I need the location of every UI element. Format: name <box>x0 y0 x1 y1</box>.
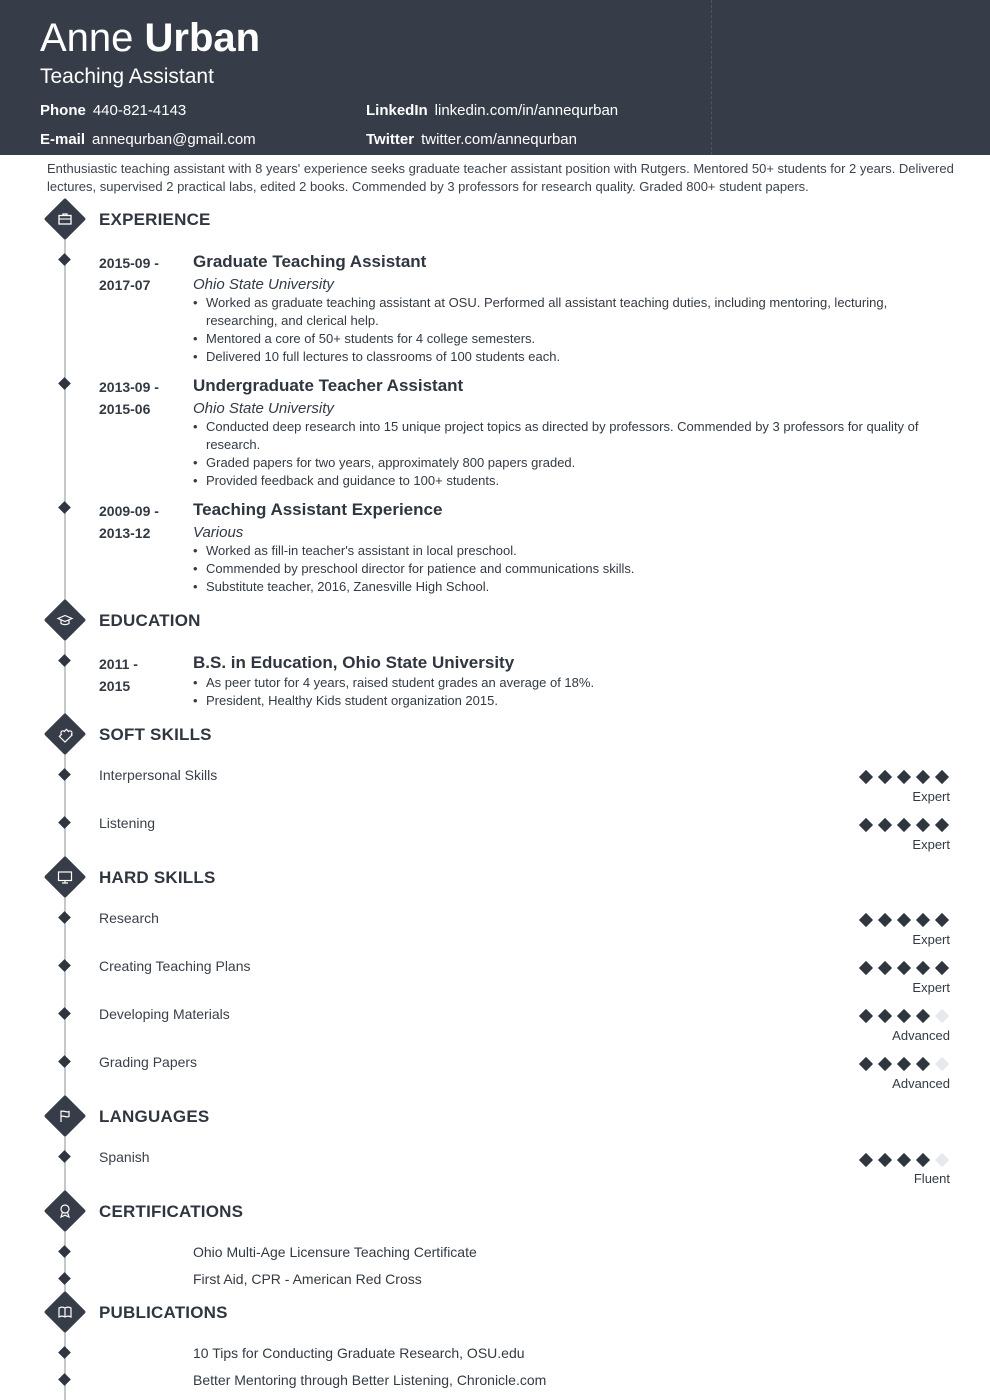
timeline-bullet <box>58 1272 71 1285</box>
twitter-value[interactable]: twitter.com/annequrban <box>421 131 577 148</box>
rating-diamond <box>897 1009 911 1023</box>
rating-diamond <box>878 961 892 975</box>
rating-diamond <box>859 913 873 927</box>
rating-diamond <box>878 1153 892 1167</box>
language-rating <box>858 1154 958 1168</box>
rating-diamond <box>859 1153 873 1167</box>
job-bullets <box>193 542 933 596</box>
degree-title: B.S. in Education, Ohio State University <box>193 653 515 672</box>
rating-diamond <box>878 1009 892 1023</box>
section-title-hard-skills: HARD SKILLS <box>99 868 216 887</box>
award-icon <box>50 1196 80 1226</box>
linkedin-label: LinkedIn <box>366 102 428 119</box>
job-title: Graduate Teaching Assistant <box>193 252 427 271</box>
job-dates: 2015-09 - 2017-07 <box>99 255 159 293</box>
rating-diamond <box>859 770 873 784</box>
job-dates: 2009-09 - 2013-12 <box>99 503 159 541</box>
contact-phone <box>40 101 186 121</box>
timeline-bullet <box>58 1346 71 1359</box>
briefcase-icon <box>50 204 80 234</box>
twitter-label: Twitter <box>366 131 415 148</box>
list-item: • Substitute teacher, 2016, Zanesville High School. <box>193 578 933 596</box>
company: Various <box>193 524 244 541</box>
skill-rating <box>858 771 958 785</box>
job-title: Teaching Assistant Experience <box>193 500 443 519</box>
rating-diamond <box>897 1057 911 1071</box>
rating-diamond <box>935 1009 949 1023</box>
skill-name: Interpersonal Skills <box>99 767 218 783</box>
list-item: • Graded papers for two years, approximately 800 papers graded. <box>193 454 933 472</box>
rating-diamond <box>935 770 949 784</box>
rating-diamond <box>897 913 911 927</box>
rating-diamond <box>935 913 949 927</box>
skill-rating <box>858 914 958 928</box>
company: Ohio State University <box>193 276 334 293</box>
timeline-bullet <box>58 1007 71 1020</box>
list-item: • Conducted deep research into 15 unique project topics as directed by professors. Commended by 3 professors for quality of research. <box>193 418 933 454</box>
resume-header <box>0 0 990 155</box>
last-name: Urban <box>144 16 261 60</box>
graduation-cap-icon <box>50 605 80 635</box>
list-item: • Mentored a core of 50+ students for 4 college semesters. <box>193 330 933 348</box>
rating-diamond <box>878 818 892 832</box>
flag-icon <box>50 1101 80 1131</box>
book-icon <box>50 1297 80 1327</box>
summary: Enthusiastic teaching assistant with 8 years' experience seeks graduate teacher assistant position with Rutgers. Mentored 50+ students for 2 years. Delivered lectures, supervised 2 practical labs, edited 2 books. Commended by 3 professors for research quality. Graded 800+ student papers. <box>47 161 954 194</box>
list-item: • President, Healthy Kids student organization 2015. <box>193 692 933 710</box>
first-name: Anne <box>40 16 134 60</box>
contact-email <box>40 130 256 150</box>
skill-rating <box>858 1010 958 1024</box>
rating-diamond <box>897 818 911 832</box>
skill-name: Listening <box>99 815 156 831</box>
rating-diamond <box>897 961 911 975</box>
timeline-bullet <box>58 654 71 667</box>
timeline-bullet <box>58 911 71 924</box>
skill-rating <box>858 962 958 976</box>
timeline-bullet <box>58 768 71 781</box>
list-item: • Delivered 10 full lectures to classrooms of 100 students each. <box>193 348 933 366</box>
rating-diamond <box>859 1057 873 1071</box>
skill-rating <box>858 1058 958 1072</box>
monitor-icon <box>50 862 80 892</box>
phone-label: Phone <box>40 102 86 119</box>
puzzle-icon <box>50 719 80 749</box>
rating-diamond <box>935 961 949 975</box>
rating-diamond <box>916 1057 930 1071</box>
timeline-bullet <box>58 1245 71 1258</box>
section-title-education: EDUCATION <box>99 611 201 630</box>
job-title: Teaching Assistant <box>40 65 214 88</box>
list-item: • Provided feedback and guidance to 100+ students. <box>193 472 933 490</box>
publication-item: 10 Tips for Conducting Graduate Research, OSU.edu <box>193 1345 525 1361</box>
certification-item: First Aid, CPR - American Red Cross <box>193 1271 422 1287</box>
job-bullets <box>193 418 933 490</box>
rating-diamond <box>878 913 892 927</box>
timeline-bullet <box>58 1055 71 1068</box>
skill-level: Expert <box>912 789 950 804</box>
rating-diamond <box>878 770 892 784</box>
rating-diamond <box>859 1009 873 1023</box>
skill-level: Expert <box>912 980 950 995</box>
section-title-languages: LANGUAGES <box>99 1107 210 1126</box>
email-value[interactable]: annequrban@gmail.com <box>92 131 256 148</box>
company: Ohio State University <box>193 400 334 417</box>
timeline-bullet <box>58 959 71 972</box>
rating-diamond <box>935 1057 949 1071</box>
rating-diamond <box>897 770 911 784</box>
skill-name: Developing Materials <box>99 1006 230 1022</box>
rating-diamond <box>859 818 873 832</box>
rating-diamond <box>916 1009 930 1023</box>
email-label: E-mail <box>40 131 86 148</box>
language-name: Spanish <box>99 1149 150 1165</box>
skill-name: Grading Papers <box>99 1054 198 1070</box>
language-level: Fluent <box>913 1171 950 1186</box>
rating-diamond <box>916 770 930 784</box>
skill-level: Expert <box>912 837 950 852</box>
section-title-soft-skills: SOFT SKILLS <box>99 725 212 744</box>
rating-diamond <box>859 961 873 975</box>
timeline-bullet <box>58 253 71 266</box>
list-item: • Worked as fill-in teacher's assistant in local preschool. <box>193 542 933 560</box>
skill-level: Advanced <box>892 1076 950 1091</box>
timeline-bullet <box>58 501 71 514</box>
certification-item: Ohio Multi-Age Licensure Teaching Certificate <box>193 1244 477 1260</box>
skill-level: Expert <box>912 932 950 947</box>
header-divider <box>711 0 712 155</box>
rating-diamond <box>935 818 949 832</box>
timeline-bullet <box>58 816 71 829</box>
timeline-bullet <box>58 1150 71 1163</box>
linkedin-value[interactable]: linkedin.com/in/annequrban <box>434 102 619 119</box>
rating-diamond <box>878 1057 892 1071</box>
list-item: • Commended by preschool director for patience and communications skills. <box>193 560 933 578</box>
list-item: • Worked as graduate teaching assistant at OSU. Performed all assistant teaching duties, including mentoring, lecturing, researching, and clerical help. <box>193 294 933 330</box>
rating-diamond <box>916 1153 930 1167</box>
section-title-experience: EXPERIENCE <box>99 210 211 229</box>
job-title: Undergraduate Teacher Assistant <box>193 376 464 395</box>
rating-diamond <box>916 961 930 975</box>
skill-level: Advanced <box>892 1028 950 1043</box>
skill-name: Research <box>99 910 159 926</box>
contact-twitter <box>366 130 577 150</box>
contact-linkedin <box>366 101 618 121</box>
phone-value: 440-821-4143 <box>92 102 187 119</box>
job-bullets <box>193 294 933 366</box>
timeline-bullet <box>58 1373 71 1386</box>
publication-item: Better Mentoring through Better Listening, Chronicle.com <box>193 1372 547 1388</box>
list-item: • As peer tutor for 4 years, raised student grades an average of 18%. <box>193 674 933 692</box>
candidate-name <box>40 14 260 62</box>
skill-rating <box>858 819 958 833</box>
rating-diamond <box>897 1153 911 1167</box>
education-dates: 2011 - 2015 <box>99 656 138 694</box>
timeline-bullet <box>58 377 71 390</box>
rating-diamond <box>916 913 930 927</box>
section-title-certifications: CERTIFICATIONS <box>99 1202 244 1221</box>
job-dates: 2013-09 - 2015-06 <box>99 379 159 417</box>
rating-diamond <box>935 1153 949 1167</box>
education-bullets <box>193 674 933 710</box>
rating-diamond <box>916 818 930 832</box>
section-title-publications: PUBLICATIONS <box>99 1303 228 1322</box>
skill-name: Creating Teaching Plans <box>99 958 251 974</box>
